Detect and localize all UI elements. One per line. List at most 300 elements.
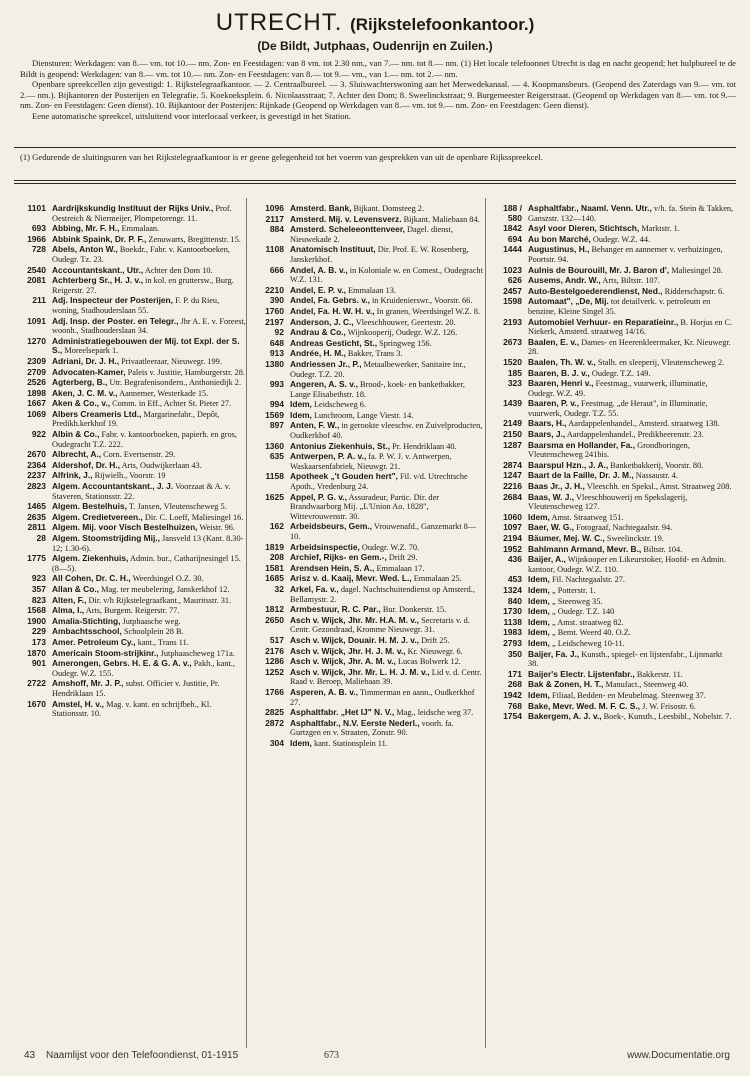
entry-details: Paleis v. Justitie, Hamburgerstr. 28.	[127, 367, 245, 377]
entry-details: Bakkerstr. 11.	[636, 669, 683, 679]
phone-number: 1091	[27, 315, 46, 326]
entry-name: Arisz v. d. Kaaij, Mevr. Wed. L.,	[290, 573, 412, 584]
directory-entry	[490, 513, 734, 523]
phone-number: 1842	[503, 223, 522, 234]
entry-name: Aken, J. C. M. v.,	[52, 387, 118, 398]
entry-name: Algem. Mij. voor Visch Bestelhuizen,	[52, 522, 198, 533]
entry-name: Idem,	[290, 737, 312, 748]
entry-details: Vleeschhouwer, Geertestr. 20.	[355, 317, 456, 327]
entry-text	[528, 471, 734, 481]
column-1	[14, 204, 246, 720]
entry-name: Ausems, Andr. W.,	[528, 275, 601, 286]
phone-number: 913	[269, 348, 284, 359]
phone-number: 1252	[265, 666, 284, 677]
directory-entry	[252, 296, 484, 306]
entry-text	[290, 296, 484, 306]
entry-details: Kunsth., spiegel- en lijstenfabr., Lijnmarkt 38.	[528, 649, 723, 669]
entry-name: Idem,	[528, 627, 550, 638]
entry-details: Corn. Evertsenstr. 29.	[103, 450, 176, 460]
entry-details: Springweg 156.	[379, 338, 432, 348]
entry-details: Metaalbewerker, Sanitaire inr., Oudegr. T.Z. 20.	[290, 359, 466, 379]
entry-name: Apotheek „'t Gouden hert",	[290, 471, 398, 482]
entry-text	[52, 659, 246, 678]
entry-name: Baaren, B. J. v.,	[528, 367, 590, 378]
entry-text	[52, 596, 246, 606]
directory-entry	[490, 399, 734, 418]
phone-number: 1870	[27, 647, 46, 658]
directory-entry	[252, 522, 484, 541]
phone-number: 2874	[503, 459, 522, 470]
entry-details: Emmalaan 25.	[413, 574, 462, 584]
entry-details: kant., Trans 11.	[137, 637, 189, 647]
footer-source: Naamlijst voor den Telefoondienst, 01-1915	[46, 1050, 239, 1061]
directory-entry	[490, 441, 734, 460]
entry-text	[290, 349, 484, 359]
phone-number: 1380	[265, 358, 284, 369]
directory-entry	[14, 450, 246, 460]
entry-details: Secretaris v. d. Centr. Gezondraad, Kromme Nieuwegr. 31.	[290, 615, 470, 635]
entry-name: Armbestuur, R. C. Par.,	[290, 604, 381, 615]
entry-name: Bäumer, Mej. W. C.,	[528, 533, 605, 543]
footer-site-link[interactable]: www.Documentatie.org	[627, 1050, 730, 1061]
entry-details: Oudegr. W.Z. 70.	[361, 542, 420, 552]
directory-entry	[490, 586, 734, 596]
directory-entry	[252, 360, 484, 379]
directory-entry	[14, 502, 246, 512]
phone-number: 1108	[265, 244, 284, 255]
entry-details: Marktstr. 1.	[641, 224, 680, 234]
phone-number: 2150	[503, 429, 522, 440]
entry-text	[528, 266, 734, 276]
directory-entry	[252, 647, 484, 657]
directory-entry	[14, 296, 246, 315]
entry-text	[290, 564, 484, 574]
entry-details: Vleeschhouwerij en Spekslagerij, Vleutenscheweg 127.	[528, 492, 688, 512]
entry-name: Baijer's Electr. Lijstenfabr.,	[528, 668, 635, 679]
entry-details: Feestmag., vuurwerk, illuminatie, Oudegr. W.Z. 49.	[528, 379, 708, 398]
directory-entry	[14, 266, 246, 276]
entry-text	[52, 337, 246, 356]
entry-details: Aannemer, Westerkade 15.	[119, 388, 209, 398]
entry-details: Weerdsingel O.Z. 30.	[132, 574, 204, 584]
directory-entry	[14, 638, 246, 648]
phone-number: 768	[507, 700, 522, 711]
entry-details: Kr. Nieuwegr. 6.	[407, 646, 463, 656]
entry-name: Idem,	[528, 606, 550, 617]
entry-details: Moreelsepark 1.	[64, 346, 119, 356]
phone-number: 823	[31, 594, 46, 605]
directory-entry	[14, 679, 246, 698]
directory-entry	[252, 400, 484, 410]
directory-entry	[14, 596, 246, 606]
entry-details: Fil. Nachtegaalstr. 27.	[551, 575, 625, 585]
entry-name: Agterberg, B.,	[52, 377, 108, 388]
entry-details: Banketbakkerij, Voorstr. 80.	[610, 460, 704, 470]
entry-text	[52, 627, 246, 637]
entry-details: Manufact., Steenweg 40.	[605, 680, 689, 690]
entry-name: Abbing, Mr. F. H.,	[52, 223, 120, 234]
directory-entry	[490, 224, 734, 234]
entry-name: Arendsen Hein, S. A.,	[290, 562, 375, 573]
phone-number: 1324	[503, 584, 522, 595]
entry-text	[290, 360, 484, 379]
entry-details: Leidscheweg 6.	[313, 400, 367, 410]
entry-details: Drift 25.	[421, 635, 450, 645]
phone-number: 171	[507, 668, 522, 679]
directory-entry	[490, 575, 734, 585]
entry-text	[290, 543, 484, 553]
entry-name: Asperen, A. B. v.,	[290, 686, 358, 697]
phone-number: 2194	[503, 533, 522, 543]
entry-details: Drift 29.	[388, 553, 418, 563]
entry-text	[528, 318, 734, 337]
entry-text	[528, 597, 734, 607]
entry-name: Augustinus, H.,	[528, 244, 590, 255]
directory-entry	[14, 389, 246, 399]
entry-name: Baas, W. J.,	[528, 491, 575, 502]
entry-name: Baars, H.,	[528, 418, 567, 429]
intro-hours: Diensturen: Werkdagen: van 8.— vm. tot 10.— nm. Zon- en Feestdagen: van 8 vm. tot 2.30 nm., van 7.— nm. tot 8.— nm. (1) Het locale telefoonnet Utrecht is dag en nacht geopend; het hulpbureel te de Bildt is geopend: Werkdagen: van 8.— vm. tot 10.— nm. Zon- en Feestdagen: van 8.— tot 9.— vm., van 1.— nm. tot 2.— nm.	[20, 58, 736, 79]
entry-name: All Cohen, Dr. C. H.,	[52, 573, 131, 584]
phone-number: 2872	[265, 717, 284, 728]
entry-details: Weistr. 96.	[199, 523, 235, 533]
entry-details: Mag. ter meubelering, Janskerkhof 12.	[101, 584, 230, 594]
entry-name: Algem. Stoomstrijding Mij.,	[52, 533, 160, 543]
entry-text	[528, 379, 734, 398]
directory-entry	[490, 358, 734, 368]
phone-number: 1766	[265, 686, 284, 697]
entry-text	[290, 472, 484, 491]
entry-name: Bakergem, A. J. v.,	[528, 711, 602, 722]
phone-number: 1581	[265, 562, 284, 573]
entry-text	[528, 523, 734, 533]
phone-number: 173	[31, 636, 46, 647]
entry-name: Amsterd. Mij. v. Levensverz.	[290, 213, 402, 224]
entry-text	[528, 430, 734, 440]
directory-entry	[14, 606, 246, 616]
phone-number: 1444	[503, 244, 522, 255]
entry-text	[528, 461, 734, 471]
phone-number: 517	[269, 634, 284, 645]
entry-details: in Koloniale w. en Comest., Oudegracht W.Z. 131.	[290, 265, 483, 285]
directory-entry	[14, 617, 246, 627]
phone-number: 185	[507, 367, 522, 378]
phone-number: 2149	[503, 418, 522, 429]
directory-entry	[490, 493, 734, 512]
entry-details: tot detailverk. v. petroleum en benzine, Kleine Singel 35.	[528, 297, 711, 316]
entry-name: Advocaten-Kamer,	[52, 366, 126, 377]
phone-number: 693	[31, 223, 46, 234]
entry-name: Adj. Insp. der Poster. en Telegr.,	[52, 315, 179, 326]
entry-details: Jutphaasche weg.	[122, 616, 181, 626]
entry-name: Idem,	[528, 584, 550, 595]
phone-number: 2684	[503, 491, 522, 502]
entry-text	[290, 657, 484, 667]
entry-text	[52, 534, 246, 553]
phone-number: 1760	[265, 305, 284, 316]
entry-text	[290, 616, 484, 635]
directory-entry	[14, 317, 246, 336]
directory-entry	[14, 523, 246, 533]
entry-text	[290, 328, 484, 338]
entry-name: Alfrink, J.,	[52, 470, 93, 481]
phone-number: 2176	[265, 645, 284, 656]
directory-entry	[490, 702, 734, 712]
phone-number: 1670	[27, 698, 46, 709]
directory-entry	[490, 534, 734, 544]
entry-text	[528, 650, 734, 669]
entry-text	[290, 668, 484, 687]
entry-text	[528, 680, 734, 690]
phone-number: 1685	[265, 573, 284, 584]
entry-text	[528, 204, 734, 223]
directory-entry	[14, 276, 246, 295]
directory-entry	[490, 618, 734, 628]
phone-number: 648	[269, 337, 284, 348]
entry-details: Dames- en Heerenkleermaker, Kr. Nieuwegr. 28.	[528, 337, 731, 357]
phone-number: 2193	[503, 316, 522, 327]
entry-details: Jutphaascheweg 171a.	[160, 648, 235, 658]
entry-name: Andel, Fa. Gebrs. v.,	[290, 295, 370, 306]
entry-name: Adj. Inspecteur der Posterijen,	[52, 295, 174, 306]
directory-entry	[252, 688, 484, 707]
phone-number: 1465	[27, 501, 46, 512]
entry-name: Algem. Bestelhuis,	[52, 501, 127, 512]
entry-name: Baalen, E. v.,	[528, 336, 580, 347]
directory-entry	[14, 235, 246, 245]
entry-text	[52, 204, 246, 223]
directory-entry	[252, 719, 484, 738]
phone-number: 350	[507, 648, 522, 659]
entry-text	[290, 605, 484, 615]
directory-entry	[14, 245, 246, 264]
directory-entry	[490, 691, 734, 701]
phone-number: 635	[269, 451, 284, 462]
entry-details: subst. Officier v. Justitie, Pr. Hendriklaan 15.	[52, 679, 220, 698]
entry-details: Pr. Hendriklaan 40.	[392, 441, 457, 451]
entry-name: Bake, Mevr. Wed. M. F. C. S.,	[528, 700, 641, 711]
entry-text	[528, 545, 734, 555]
phone-number: 1286	[265, 656, 284, 667]
phone-number: 2823	[27, 481, 46, 492]
entry-text	[528, 224, 734, 234]
entry-text	[528, 607, 734, 617]
entry-details: „ Bemt. Weerd 40. O.Z.	[551, 628, 631, 638]
entry-text	[528, 369, 734, 379]
phone-number: 208	[269, 552, 284, 563]
entry-details: „ Steenweg 35.	[551, 596, 603, 606]
entry-details: in kol. en gruttersw., Burg. Reigerstr. 27.	[52, 276, 234, 295]
phone-number: 994	[269, 399, 284, 410]
entry-details: Prof. Oestreich & Niermeijer, Plompetorengr. 11.	[52, 204, 232, 223]
entry-text	[528, 358, 734, 368]
entry-text	[528, 534, 734, 544]
entry-details: In granen, Weerdsingel W.Z. 8.	[376, 306, 480, 316]
phone-number: 304	[269, 737, 284, 748]
entry-details: Feestmag. „de Heraut", in Illuminatie, vuurwerk, Oudegr. T.Z. 55.	[528, 399, 708, 418]
entry-text	[290, 739, 484, 749]
phone-number: 1060	[503, 511, 522, 522]
entry-details: Emmalaan 17.	[376, 563, 425, 573]
entry-name: Arkel, Fa. v.,	[290, 583, 339, 594]
entry-details: Fabr. v. kantoorboeken, papierh. en gros, Oudegracht T.Z. 222.	[52, 430, 237, 449]
entry-details: Biltstr. 104.	[643, 544, 683, 554]
entry-text	[528, 618, 734, 628]
entry-text	[290, 266, 484, 285]
directory-entry	[14, 649, 246, 659]
entry-name: Baer, W. G.,	[528, 522, 575, 533]
directory-entry	[490, 471, 734, 481]
entry-name: Au bon Marché,	[528, 233, 591, 244]
phone-number: 1898	[27, 387, 46, 398]
entry-name: Asch v. Wijck, Jhr. Mr. H.A. M. v.,	[290, 614, 419, 625]
phone-number: 2309	[27, 355, 46, 366]
entry-details: Filiaal, Bedden- en Meubelmag. Steenweg 37.	[551, 690, 706, 700]
entry-details: Stalh. en sleeperij, Vleutenscheweg 2.	[597, 357, 725, 367]
entry-text	[528, 245, 734, 264]
entry-text	[52, 585, 246, 595]
entry-details: Vrouwenafd., Ganzemarkt 8—10.	[290, 522, 477, 541]
entry-name: Albers Creameris Ltd.,	[52, 408, 142, 419]
entry-name: Abels, Anton W.,	[52, 244, 118, 255]
phone-number: 922	[31, 429, 46, 440]
entry-name: Administratiegebouwen der Mij. tot Expl. der S. S.,	[52, 335, 240, 356]
entry-name: Amer. Petroleum Cy.,	[52, 636, 136, 647]
phone-number: 901	[31, 658, 46, 669]
entry-details: F. P. du Rieu, woning, Stadhouderslaan 55.	[52, 296, 220, 315]
entry-text	[290, 380, 484, 399]
phone-number: 1101	[27, 203, 46, 213]
directory-entry	[252, 318, 484, 328]
entry-name: Achterberg Sr., H. J. v.,	[52, 275, 144, 286]
directory-entry	[14, 659, 246, 678]
phone-number: 188 / 580	[503, 203, 522, 223]
entry-details: Wijnkooperij, Oudegr. W.Z. 126.	[347, 328, 458, 338]
entry-details: Wijnkooper en Likeurstoker, Hoofd- en Admin. kantoor, Oudegr. W.Z. 110.	[528, 555, 726, 574]
entry-details: Bijkant. Maliebaan 84.	[403, 214, 480, 224]
entry-text	[290, 245, 484, 264]
directory-entry	[252, 307, 484, 317]
directory-entry	[252, 564, 484, 574]
entry-details: Boek-, Kunsth., Leesbibl., Nobelstr. 7.	[603, 712, 732, 722]
directory-entry	[14, 368, 246, 378]
directory-entry	[490, 235, 734, 245]
directory-entry	[14, 574, 246, 584]
entry-text	[290, 400, 484, 410]
directory-entry	[14, 204, 246, 223]
phone-number: 268	[507, 679, 522, 690]
entry-name: Asch v. Wijck, Douair. H. M. J. v.,	[290, 634, 419, 645]
entry-name: Asyl voor Dieren, Stichtsch,	[528, 223, 640, 234]
page-title: UTRECHT. (Rijkstelefoonkantoor.)	[215, 9, 535, 36]
directory-entry	[490, 297, 734, 316]
entry-name: Amstel, H. v.,	[52, 698, 104, 709]
entry-name: Idem,	[528, 616, 550, 627]
entry-text	[528, 276, 734, 286]
directory-entry	[252, 493, 484, 522]
phone-number: 694	[507, 233, 522, 244]
entry-text	[52, 378, 246, 388]
entry-details: Behanger en aannemer v. verhuizingen, Poortstr. 94.	[528, 245, 723, 264]
entry-details: Dir. v/h Rijkstelegraafkant., Mauritsstr. 31.	[88, 595, 232, 605]
entry-details: voorh. fa. Gurtzgen en v. Straaten, Zonstr. 90.	[290, 718, 454, 738]
phone-number: 2526	[27, 377, 46, 388]
entry-details: Schoolplein 28 B.	[123, 627, 184, 637]
phone-number: 2117	[265, 213, 284, 224]
entry-text	[52, 357, 246, 367]
entry-text	[528, 575, 734, 585]
footnote: (1) Gedurende de sluitingsuren van het Rijkstelegraafkantoor is er geene gelegenheid tot het voeren van gesprekken van uit de openbare Rijksspreekcel.	[20, 152, 543, 162]
entry-text	[528, 287, 734, 297]
directory-entry	[490, 712, 734, 722]
entry-text	[52, 410, 246, 429]
entry-name: Albrecht, A.,	[52, 449, 102, 460]
phone-number: 2793	[503, 637, 522, 648]
entry-details: B. Horjus en C. Niekerk, Amsterd. straatweg 14/16.	[528, 317, 733, 337]
entry-text	[528, 586, 734, 596]
entry-name: Idem,	[528, 595, 550, 606]
entry-details: Emmalaan 13.	[348, 285, 397, 295]
entry-text	[290, 708, 484, 718]
entry-text	[290, 719, 484, 738]
entry-text	[52, 649, 246, 659]
intro-public-cells: Openbare spreekcellen zijn gevestigd: 1. Rijkstelegraafkantoor. — 2. Centraalbureel. — 3. Sluiswachterswoning aan het Merwedekanaal. — 4. Koopmansbeurs. (Geopend des Zaterdags van 9.— vm. tot 2.— nm.). Bijkantoren der Posterijen en Telegrafie. 5. Koekoeksplein. 6. Nicolaasstraat; 7. Achter den Dom; 8. Sweelinckstraat; 9. Burgemeester Reigerstraat. (Geopend op Werkdagen van 8.— vm. tot 9.— nm. Zon- en Feestdagen: Geen dienst). 10. Bijkantoor der Posterijen: Rijnkade (Geopend op Werkdagen van 8.— vm. tot 9.— nm. Zon- en Feestdagen: Geen dienst).	[20, 79, 736, 111]
entry-text	[290, 286, 484, 296]
directory-entry	[252, 421, 484, 440]
entry-text	[52, 276, 246, 295]
entry-details: Jansveld 13 (Kant. 8.30-12; 1.30-6).	[52, 534, 244, 553]
phone-number: 840	[507, 595, 522, 606]
directory-entry	[490, 245, 734, 264]
phone-number: 1023	[503, 264, 522, 275]
entry-name: Baijer, A.,	[528, 554, 566, 565]
entry-name: Andel, E. P. v.,	[290, 284, 347, 295]
entry-text	[52, 450, 246, 460]
phone-number: 2670	[27, 449, 46, 460]
phone-number: 1625	[265, 491, 284, 502]
directory-entry	[252, 286, 484, 296]
directory-entry	[490, 555, 734, 574]
entry-details: Fotograaf, Nachtegaalstr. 94.	[576, 523, 673, 533]
entry-name: Amerongen, Gebrs. H. E. & G. A. v.,	[52, 658, 192, 669]
phone-number: 2364	[27, 459, 46, 470]
phone-number: 92	[274, 327, 284, 338]
entry-name: Asch v. Wijck, Jhr. H. J. M. v.,	[290, 645, 406, 656]
entry-details: Boekdr., Fabr. v. Kantoorboeken, Oudegr. Tz. 23.	[52, 245, 230, 264]
phone-number: 1812	[265, 604, 284, 615]
phone-number: 2216	[503, 481, 522, 492]
entry-name: Baart de la Faille, Dr. J. M.,	[528, 470, 634, 481]
entry-text	[290, 339, 484, 349]
directory-entry	[490, 369, 734, 379]
entry-details: fa. P. W. J. v. Antwerpen, Waskaarsenfabriek, Nieuwgr. 21.	[290, 452, 452, 471]
directory-entry	[490, 318, 734, 337]
directory-entry	[490, 419, 734, 429]
phone-number: 923	[31, 573, 46, 584]
entry-details: Sweelinckstr. 19.	[606, 534, 664, 543]
directory-entry	[490, 650, 734, 669]
directory-entry	[252, 266, 484, 285]
directory-entry	[14, 224, 246, 234]
phone-number: 32	[274, 583, 284, 594]
entry-name: Archief, Rijks- en Gem.-,	[290, 552, 387, 563]
entry-details: Zenuwarts, Bregittenstr. 15.	[148, 234, 241, 244]
directory-entry	[14, 513, 246, 523]
phone-number: 1270	[27, 335, 46, 346]
entry-text	[528, 691, 734, 701]
directory-entry	[490, 628, 734, 638]
phone-number: 323	[507, 378, 522, 389]
